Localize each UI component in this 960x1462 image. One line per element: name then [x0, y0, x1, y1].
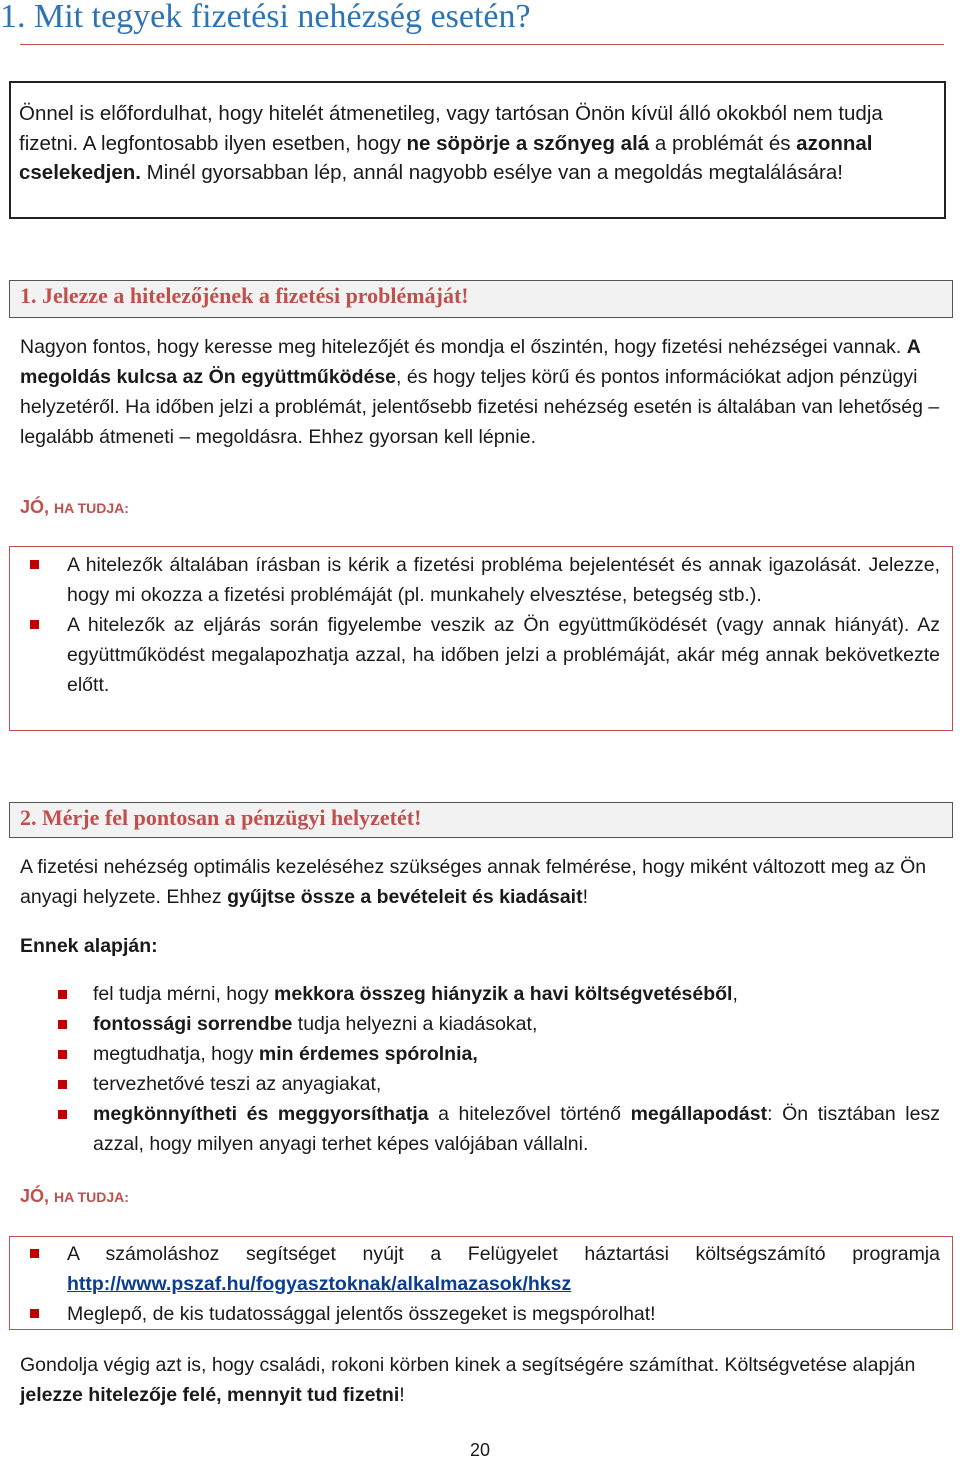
section2-list: [19, 979, 940, 1159]
section1-paragraph: [20, 332, 945, 452]
list-bold: megállapodást: [630, 1103, 768, 1125]
paragraph-bold: A megoldás kulcsa az Ön együttműködése: [20, 336, 921, 388]
paragraph-bold: gyűjtse össze a bevételeit és kiadásait: [227, 886, 583, 908]
list-bold: min érdemes spórolnia,: [258, 1043, 478, 1065]
list-title: Ennek alapján:: [20, 935, 158, 957]
list-bold: fontossági sorrendbe: [93, 1013, 293, 1035]
tip-item: Meglepő, de kis tudatossággal jelentős összegeket is megspórolhat!: [30, 1299, 940, 1329]
list-text: fel tudja mérni, hogy: [93, 983, 275, 1005]
page-title: 1. Mit tegyek fizetési nehézség esetén?: [0, 0, 531, 35]
page-number: 20: [469, 1440, 491, 1460]
paragraph-text: !: [582, 886, 588, 908]
paragraph-text: A fizetési nehézség optimális kezeléséhez szükséges annak felmérése, hogy miként változott meg az Ön anyagi helyzete. Ehhez: [20, 856, 927, 908]
intro-text: a problémát és: [649, 131, 797, 155]
good-to-know-label: [20, 1186, 129, 1207]
list-item: [19, 1069, 940, 1099]
paragraph-bold: jelezze hitelezője felé, mennyit tud fizetni: [20, 1384, 400, 1406]
list-text: tudja helyezni a kiadásokat,: [292, 1013, 538, 1035]
good-to-know-label-big: JÓ,: [20, 1186, 50, 1206]
list-item: [19, 1039, 940, 1069]
tip-item: A hitelezők az eljárás során figyelembe veszik az Ön együttműködését (vagy annak hiányát). Az együttműködést megalapozhatja azzal, ha időben jelzi a problémáját, akár még annak bekövetkezte előtt.: [30, 610, 940, 700]
list-item: [19, 1099, 940, 1159]
hksz-link[interactable]: http://www.pszaf.hu/fogyasztoknak/alkalmazasok/hksz: [67, 1273, 572, 1295]
intro-bold: azonnal cselekedjen.: [19, 131, 873, 184]
list-item: [19, 1009, 940, 1039]
good-to-know-label: [20, 497, 129, 518]
intro-box: [9, 81, 946, 219]
list-item: [19, 979, 940, 1009]
section1-tips-box: [9, 546, 953, 731]
intro-text: Minél gyorsabban lép, annál nagyobb esélye van a megoldás megtalálására!: [140, 161, 843, 184]
intro-text: Önnel is előfordulhat, hogy hitelét átmenetileg, vagy tartósan Önön kívül álló okokból nem tudja fizetni. A legfontosabb ilyen esetben, hogy: [19, 102, 883, 155]
paragraph-text: Nagyon fontos, hogy keresse meg hitelezőjét és mondja el őszintén, hogy fizetési nehézségei vannak.: [20, 336, 907, 358]
list-bold: mekkora összeg hiányzik a havi költségvetéséből: [274, 983, 733, 1005]
list-text: ,: [732, 983, 738, 1005]
tip-item: [30, 1239, 940, 1299]
list-text: : Ön tisztában lesz azzal, hogy milyen anyagi terhet képes valójában vállalni.: [93, 1103, 940, 1155]
title-divider: [20, 44, 944, 45]
closing-paragraph: [20, 1350, 940, 1410]
section2-heading: 2. Mérje fel pontosan a pénzügyi helyzetét!: [9, 802, 953, 838]
intro-bold: ne söpörje a szőnyeg alá: [406, 131, 650, 155]
paragraph-text: Gondolja végig azt is, hogy családi, rokoni körben kinek a segítségére számíthat. Költségvetése alapján: [20, 1354, 916, 1376]
section2-paragraph: [20, 852, 945, 912]
paragraph-text: , és hogy teljes körű és pontos információkat adjon pénzügyi helyzetéről. Ha időben jelzi a problémát, jelentősebb fizetési nehézség esetén is általában van lehetőség – legalább átmeneti – megoldásra. Ehhez gyorsan kell lépnie.: [20, 366, 940, 448]
good-to-know-label-big: JÓ,: [20, 497, 50, 517]
list-bold: megkönnyítheti és meggyorsíthatja: [93, 1103, 429, 1125]
list-text: tervezhetővé teszi az anyagiakat,: [93, 1073, 382, 1095]
good-to-know-label-small: HA TUDJA:: [54, 1189, 129, 1205]
list-text: megtudhatja, hogy: [93, 1043, 259, 1065]
section1-heading: 1. Jelezze a hitelezőjének a fizetési problémáját!: [9, 280, 953, 318]
good-to-know-label-small: HA TUDJA:: [54, 500, 129, 516]
list-text: a hitelezővel történő: [428, 1103, 631, 1125]
tip-text: A számoláshoz segítséget nyújt a Felügyelet háztartási költségszámító programja: [67, 1243, 940, 1265]
tip-item: A hitelezők általában írásban is kérik a fizetési probléma bejelentését és annak igazolását. Jelezze, hogy mi okozza a fizetési problémáját (pl. munkahely elvesztése, betegség stb.).: [30, 550, 940, 610]
section2-tips-box: [9, 1236, 953, 1330]
paragraph-text: !: [399, 1384, 405, 1406]
